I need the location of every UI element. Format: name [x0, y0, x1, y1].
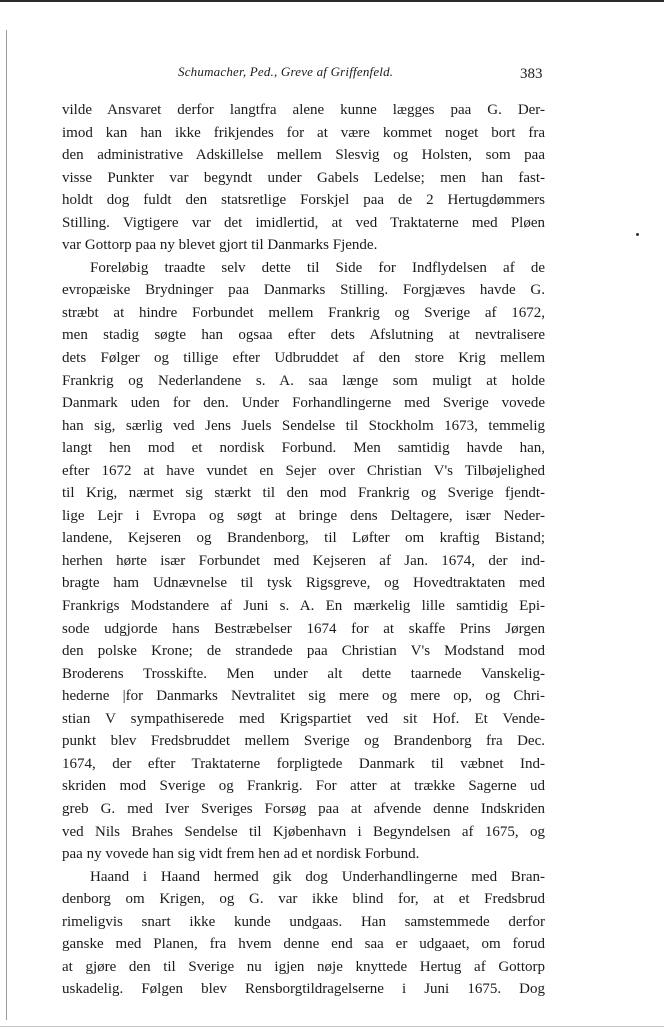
text-line: den administrative Adskillelse mellem Slesvig og Holsten, som paa	[62, 147, 545, 164]
text-line: Haand i Haand hermed gik dog Underhandlingerne med Bran-	[90, 868, 545, 885]
running-title: Schumacher, Ped., Greve af Griffenfeld.	[178, 64, 394, 79]
text-line: vilde Ansvaret derfor langtfra alene kunne lægges paa G. Der-	[62, 102, 545, 118]
body-text	[62, 99, 545, 1001]
margin-speck	[636, 233, 639, 236]
text-line: han sig, særlig ved Jens Juels Sendelse til Stockholm 1673, temmelig	[62, 417, 545, 434]
text-line: paa ny vovede han sig vidt frem hen ad et nordisk Forbund.	[62, 846, 420, 863]
text-line: ganske med Planen, fra hvem denne end saa er udgaaet, om forud	[62, 936, 545, 953]
text-line: landene, Kejseren og Brandenborg, til Løfter om kraftig Bistand;	[62, 530, 545, 547]
text-line: ved Nils Brahes Sendelse til Kjøbenhavn i Begyndelsen af 1675, og	[62, 823, 545, 840]
text-line: den polske Krone; de strandede paa Christian V's Modstand mod	[62, 643, 545, 660]
text-line: Stilling. Vigtigere var det imidlertid, at ved Traktaterne med Pløen	[62, 214, 545, 231]
text-line: men stadig søgte han ogsaa efter dets Afslutning at nevtralisere	[62, 327, 545, 344]
bottom-rule	[0, 1026, 664, 1027]
text-line: stian V sympathiserede med Krigspartiet ved sit Hof. Et Vende-	[62, 710, 545, 727]
text-line: skriden mod Sverige og Frankrig. For atter at trække Sagerne ud	[62, 778, 545, 795]
text-line: efter 1672 at have vundet en Sejer over Christian V's Tilbøjelighed	[62, 462, 545, 479]
text-line: bragte ham Udnævnelse til tysk Rigsgreve, og Hovedtraktaten med	[62, 575, 545, 592]
text-line: holdt dog fuldt den statsretlige Forskjel paa de 2 Hertugdømmers	[62, 192, 545, 209]
text-line: evropæiske Brydninger paa Danmarks Stilling. Forgjæves havde G.	[62, 282, 545, 299]
text-line: lige Lejr i Evropa og søgt at bringe dens Deltagere, især Neder-	[62, 507, 545, 524]
text-line: langt hen mod et nordisk Forbund. Men samtidig havde han,	[62, 440, 545, 457]
text-line: punkt blev Fredsbruddet mellem Sverige og Brandenborg fra Dec.	[62, 733, 545, 750]
text-line: var Gottorp paa ny blevet gjort til Danmarks Fjende.	[62, 237, 378, 254]
text-line: sode udgjorde hans Bestræbelser 1674 for at skaffe Prins Jørgen	[62, 620, 545, 637]
running-head	[0, 64, 664, 84]
text-line: uskadelig. Følgen blev Rensborgtildragelserne i Juni 1675. Dog	[62, 981, 545, 998]
left-margin-rule	[6, 30, 7, 1020]
text-line: Foreløbig traadte selv dette til Side for Indflydelsen af de	[90, 259, 545, 276]
text-line: greb G. med Iver Sveriges Forsøg paa at afvende denne Indskriden	[62, 800, 545, 817]
text-line: 1674, der efter Traktaterne forpligtede Danmark til væbnet Ind-	[62, 755, 545, 772]
page-number: 383	[520, 66, 543, 82]
top-rule	[0, 0, 664, 2]
text-line: til Krig, nærmet sig stærkt til den mod Frankrig og Sverige fjendt-	[62, 485, 545, 502]
text-line: visse Punkter var begyndt under Gabels Ledelse; men han fast-	[62, 169, 545, 186]
text-line: denborg om Krigen, og G. var ikke blind for, at et Fredsbrud	[62, 891, 545, 908]
text-line: rimeligvis snart ikke kunde undgaas. Han samstemmede derfor	[62, 913, 545, 930]
text-line: Broderens Trosskifte. Men under alt dette taarnede Vanskelig-	[62, 665, 545, 682]
text-line: stræbt at hindre Forbundet mellem Frankrig og Sverige af 1672,	[62, 304, 545, 321]
text-line: imod kan han ikke frikjendes for at være kommet noget bort fra	[62, 124, 545, 141]
text-line: at gjøre den til Sverige nu igjen nøje knyttede Hertug af Gottorp	[62, 958, 545, 975]
text-line: dets Følger og tillige efter Udbruddet af den store Krig mellem	[62, 350, 545, 367]
text-line: herhen hørte især Forbundet med Kejseren af Jan. 1674, der ind-	[62, 552, 545, 569]
text-line: Frankrigs Modstandere af Juni s. A. En mærkelig lille samtidig Epi-	[62, 598, 545, 615]
text-line: Danmark uden for den. Under Forhandlingerne med Sverige vovede	[62, 395, 545, 412]
text-line: Frankrig og Nederlandene s. A. saa længe som muligt at holde	[62, 372, 545, 389]
text-line: hederne |for Danmarks Nevtralitet sig mere og mere op, og Chri-	[62, 688, 545, 705]
